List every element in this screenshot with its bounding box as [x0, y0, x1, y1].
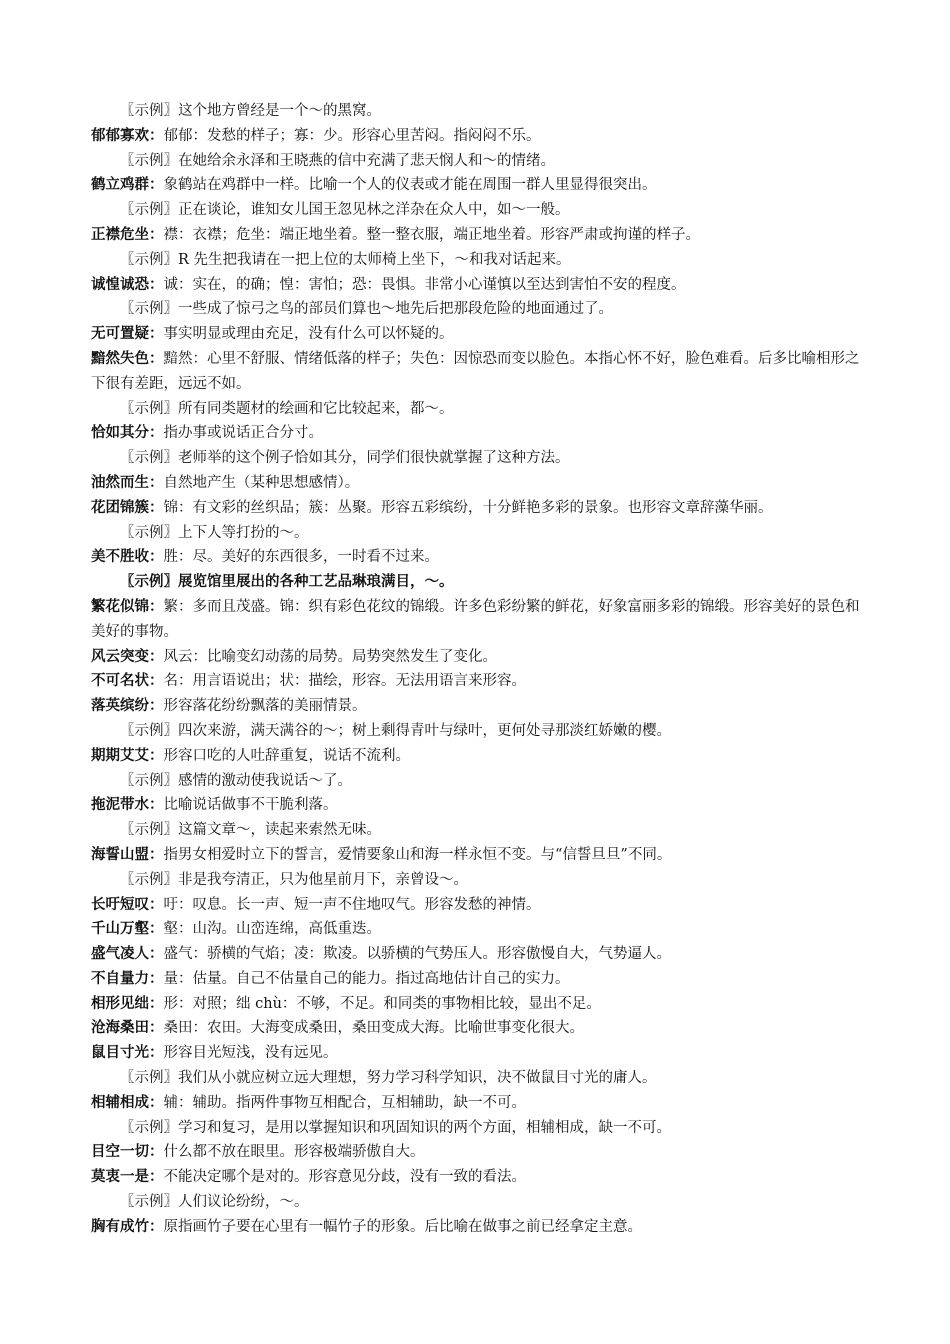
idiom-entry [91, 322, 866, 347]
idiom-term: 长吁短叹： [91, 896, 164, 913]
idiom-example: 〖示例〗上下人等打扮的～。 [120, 524, 309, 541]
idiom-definition: 辅：辅助。指两件事物互相配合，互相辅助，缺一不可。 [163, 1094, 526, 1111]
idiom-term: 落英缤纷： [91, 698, 164, 715]
idiom-definition: 自然地产生（某种思想感情）。 [163, 474, 360, 491]
idiom-definition: 盛气：骄横的气焰；凌：欺凌。以骄横的气势压人。形容傲慢自大，气势逼人。 [163, 946, 671, 963]
idiom-entry [91, 496, 866, 521]
idiom-term: 相形见绌： [91, 995, 164, 1012]
idiom-term: 鹤立鸡群： [91, 177, 164, 194]
idiom-entry [91, 893, 866, 918]
idiom-term: 目空一切： [91, 1144, 164, 1161]
idiom-term: 沧海桑田： [91, 1020, 164, 1037]
idiom-term: 盛气凌人： [91, 946, 164, 963]
idiom-definition: 吁：叹息。长一声、短一声不住地叹气。形容发愁的神情。 [163, 896, 541, 913]
idiom-term: 花团锦簇： [91, 499, 164, 516]
idiom-entry [91, 1140, 866, 1165]
idiom-example: 〖示例〗四次来游，满天满谷的～；树上剩得青叶与绿叶，更何处寻那淡红娇嫩的樱。 [120, 722, 671, 739]
idiom-definition: 形容落花纷纷飘落的美丽情景。 [163, 698, 367, 715]
idiom-entry [91, 471, 866, 496]
idiom-definition: 风云：比喻变幻动荡的局势。局势突然发生了变化。 [163, 648, 497, 665]
idiom-example: 〖示例〗R 先生把我请在一把上位的太师椅上坐下，～和我对话起来。 [120, 251, 571, 268]
idiom-entry [91, 843, 866, 868]
idiom-definition: 形：对照；绌 chù：不够，不足。和同类的事物相比较，显出不足。 [163, 995, 601, 1012]
idiom-term: 海誓山盟： [91, 846, 164, 863]
idiom-example: 〖示例〗人们议论纷纷，～。 [120, 1194, 309, 1211]
idiom-example: 〖示例〗感情的激动使我说话～了。 [120, 772, 352, 789]
idiom-definition: 锦：有文彩的丝织品；簇：丛聚。形容五彩缤纷，十分鲜艳多彩的景象。也形容文章辞藻华丽。 [163, 499, 773, 516]
idiom-entry [91, 273, 866, 298]
idiom-term: 繁花似锦： [91, 598, 164, 615]
idiom-entry [91, 124, 866, 149]
idiom-definition: 繁：多而且茂盛。锦：织有彩色花纹的锦缎。许多色彩纷繁的鲜花，好象富丽多彩的锦缎。形容美好的景色和美好的事物。 [91, 598, 860, 640]
idiom-term: 拖泥带水： [91, 797, 164, 814]
idiom-example: 〖示例〗学习和复习，是用以掌握知识和巩固知识的两个方面，相辅相成，缺一不可。 [120, 1119, 671, 1136]
idiom-entry [91, 595, 866, 645]
idiom-term: 诚惶诚恐： [91, 276, 164, 293]
idiom-term: 相辅相成： [91, 1094, 164, 1111]
idiom-entry [91, 347, 866, 397]
idiom-definition: 壑：山沟。山峦连绵，高低重迭。 [163, 921, 381, 938]
idiom-example: 〖示例〗正在谈论，谁知女儿国王忽见林之洋杂在众人中，如～一般。 [120, 202, 570, 219]
idiom-definition: 郁郁：发愁的样子；寡：少。形容心里苦闷。指闷闷不乐。 [163, 127, 541, 144]
idiom-example: 〖示例〗这篇文章～，读起来索然无味。 [120, 822, 381, 839]
idiom-entry [91, 669, 866, 694]
idiom-definition: 什么都不放在眼里。形容极端骄傲自大。 [163, 1144, 425, 1161]
idiom-definition: 诚：实在，的确；惶：害怕；恐：畏惧。非常小心谨慎以至达到害怕不安的程度。 [163, 276, 686, 293]
idiom-definition: 形容口吃的人吐辞重复，说话不流利。 [163, 747, 410, 764]
idiom-entry [91, 545, 866, 570]
idiom-term: 不可名状： [91, 673, 164, 690]
idiom-definition: 桑田：农田。大海变成桑田，桑田变成大海。比喻世事变化很大。 [163, 1020, 584, 1037]
idiom-definition: 不能决定哪个是对的。形容意见分歧，没有一致的看法。 [163, 1169, 526, 1186]
idiom-entry [91, 694, 866, 719]
idiom-entry [91, 1041, 866, 1066]
idiom-example: 〖示例〗这个地方曾经是一个～的黑窝。 [120, 103, 381, 119]
idiom-term: 千山万壑： [91, 921, 164, 938]
idiom-term: 期期艾艾： [91, 747, 164, 764]
idiom-definition: 指男女相爱时立下的誓言，爱情要象山和海一样永恒不变。与“信誓旦旦”不同。 [163, 846, 672, 863]
idiom-definition: 事实明显或理由充足，没有什么可以怀疑的。 [163, 326, 454, 343]
idiom-definition: 黯然：心里不舒服、情绪低落的样子；失色：因惊恐而变以脸色。本指心怀不好，脸色难看。后多比喻相形之下很有差距，远远不如。 [91, 350, 860, 392]
idiom-entry [91, 1215, 866, 1240]
idiom-entry [91, 645, 866, 670]
idiom-term: 美不胜收： [91, 549, 164, 566]
idiom-definition: 襟：衣襟；危坐：端正地坐着。整一整衣服，端正地坐着。形容严肃或拘谨的样子。 [163, 226, 700, 243]
idiom-definition: 原指画竹子要在心里有一幅竹子的形象。后比喻在做事之前已经拿定主意。 [163, 1218, 642, 1235]
idiom-term: 油然而生： [91, 474, 164, 491]
idiom-definition: 形容目光短浅，没有远见。 [163, 1045, 338, 1062]
idiom-entry [91, 917, 866, 942]
idiom-definition: 名：用言语说出；状：描绘，形容。无法用语言来形容。 [163, 673, 526, 690]
idiom-definition: 指办事或说话正合分寸。 [163, 425, 323, 442]
idiom-term: 不自量力： [91, 970, 164, 987]
idiom-entry [91, 967, 866, 992]
idiom-definition: 量：估量。自己不估量自己的能力。指过高地估计自己的实力。 [163, 970, 570, 987]
idiom-entry [91, 173, 866, 198]
idiom-term: 胸有成竹： [91, 1218, 164, 1235]
idiom-term: 郁郁寡欢： [91, 127, 164, 144]
idiom-term: 无可置疑： [91, 326, 164, 343]
idiom-entry [91, 421, 866, 446]
idiom-entry [91, 992, 866, 1017]
idiom-example: 〖示例〗展览馆里展出的各种工艺品琳琅满目，～。 [120, 573, 454, 591]
idiom-example: 〖示例〗我们从小就应树立远大理想，努力学习科学知识，决不做鼠目寸光的庸人。 [120, 1070, 657, 1087]
idiom-term: 风云突变： [91, 648, 164, 665]
idiom-definition: 胜：尽。美好的东西很多，一时看不过来。 [163, 549, 439, 566]
idiom-term: 莫衷一是： [91, 1169, 164, 1186]
idiom-entry [91, 793, 866, 818]
idiom-example: 〖示例〗在她给余永泽和王晓燕的信中充满了悲天悯人和～的情绪。 [120, 152, 555, 169]
idiom-entry [91, 1016, 866, 1041]
idiom-entry [91, 942, 866, 967]
idiom-entry [91, 1091, 866, 1116]
idiom-term: 黯然失色： [91, 350, 164, 367]
idiom-term: 恰如其分： [91, 425, 164, 442]
idiom-example: 〖示例〗一些成了惊弓之鸟的部员们算也～地先后把那段危险的地面通过了。 [120, 301, 613, 318]
idiom-definition: 比喻说话做事不干脆利落。 [163, 797, 338, 814]
idiom-example: 〖示例〗所有同类题材的绘画和它比较起来，都～。 [120, 400, 454, 417]
idiom-term: 正襟危坐： [91, 226, 164, 243]
idiom-entry [91, 1165, 866, 1190]
idiom-example: 〖示例〗老师举的这个例子恰如其分，同学们很快就掌握了这种方法。 [120, 450, 570, 467]
idiom-term: 鼠目寸光： [91, 1045, 164, 1062]
idiom-entry [91, 223, 866, 248]
idiom-entry [91, 744, 866, 769]
idiom-example: 〖示例〗非是我夸清正，只为他星前月下，亲曾设～。 [120, 871, 468, 888]
idiom-definition: 象鹤站在鸡群中一样。比喻一个人的仪表或才能在周围一群人里显得很突出。 [163, 177, 657, 194]
